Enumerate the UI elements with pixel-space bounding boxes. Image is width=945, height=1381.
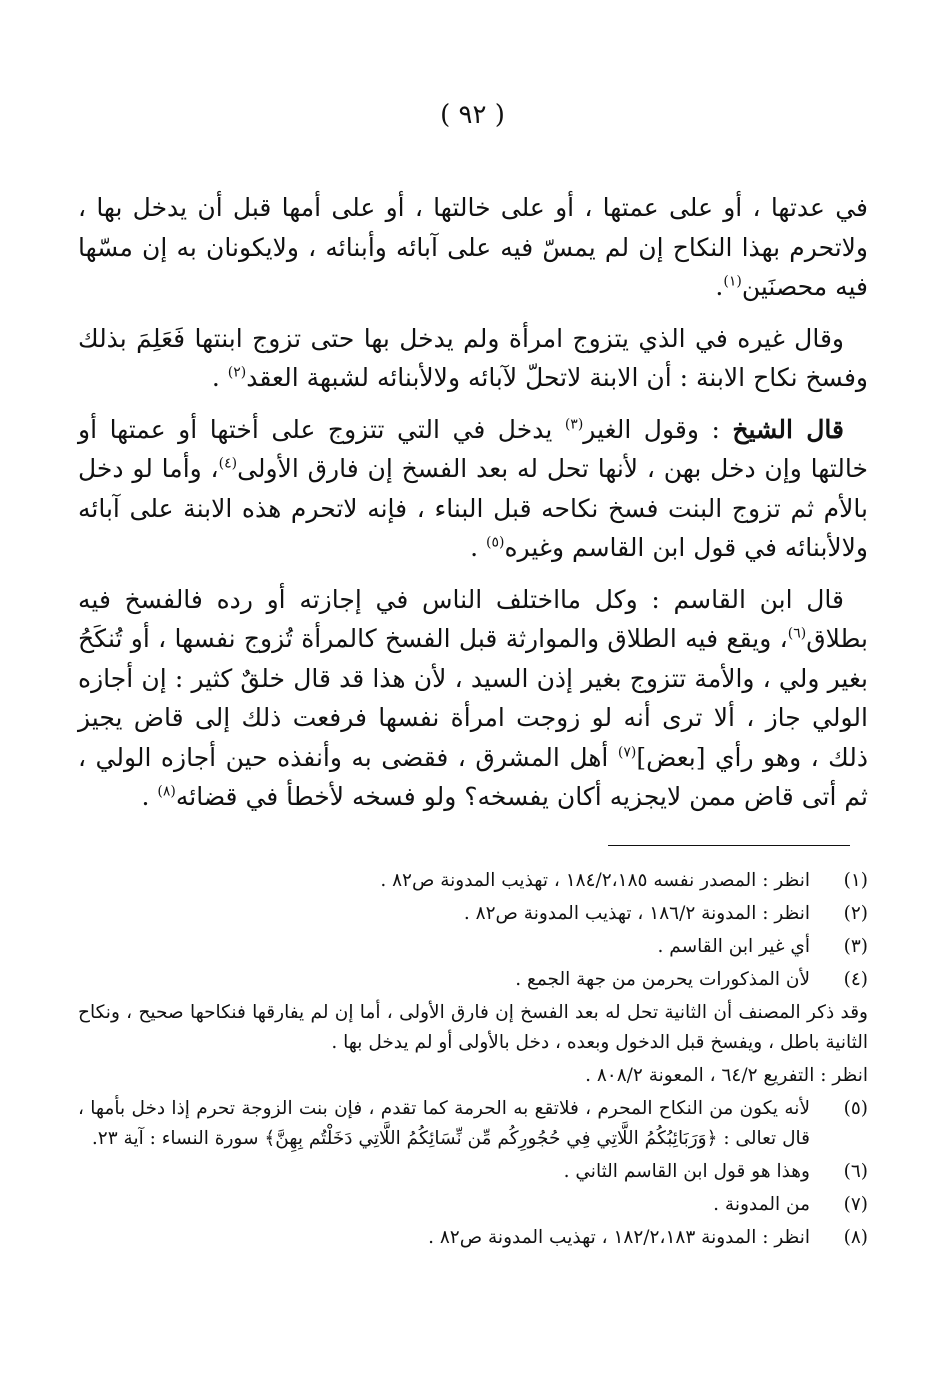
paragraph [78,580,868,817]
footnote-marker: (٦) [787,625,807,642]
footnote-number: (٨) [843,1227,868,1248]
text-run: في عدتها ، أو على عمتها ، أو على خالتها ، أو على أمها قبل أن يدخل بها ، ولاتحرم بهذا النكاح إن لم يمسّ فيه على آبائه وأبنائه ، ولايكونان به إن مسّها فيه محصنَين [78,193,868,301]
footnote-marker: (٣) [564,416,584,433]
footnote-text [78,899,810,929]
footnote-number: (٢) [843,903,868,924]
footnotes [78,866,868,1256]
footnote-text [78,1223,810,1253]
footnote [78,965,868,995]
paragraph [78,188,868,307]
text-run: . [141,782,158,811]
footnote-line: لأنه يكون من النكاح المحرم ، فلاتقع به الحرمة كما تقدم ، فإن بنت الزوجة تحرم إذا دخل بأمها ، قال تعالى : ﴿وَرَبَائِبُكُمُ اللَّاتِي فِي حُجُورِكُم مِّن نِّسَائِكُمُ اللَّاتِي دَخَلْتُم بِهِنَّ﴾ سورة النساء : آية ٢٣. [78,1098,810,1149]
main-text [78,188,868,829]
footnote-line: أي غير ابن القاسم . [657,936,810,957]
footnote-marker: (٥) [485,534,505,551]
text-run: أهل المشرق ، فقضى به وأنفذه حين أجازه الولي ، ثم أتى قاض ممن لايجزيه أكان يفسخه؟ ولو فسخه لأخطأ في قضائه [78,742,868,811]
text-run: . [211,363,228,392]
footnote-number: (٧) [843,1194,868,1215]
text-run: قال ابن القاسم : وكل مااختلف الناس في إجازته أو رده فالفسخ فيه بطلاق [78,584,868,653]
text-run: . [715,272,724,301]
footnote-line: لأن المذكورات يحرمن من جهة الجمع . [515,969,810,990]
footnote-line: وهذا هو قول ابن القاسم الثاني . [563,1161,810,1182]
paragraph [78,319,868,398]
footnote-line: انظر : المدونة ١٨٢/٢،١٨٣ ، تهذيب المدونة ص٨٢ . [428,1227,810,1248]
footnote-text [78,932,810,962]
footnote-number: (٥) [843,1098,868,1119]
footnote-line: انظر : المدونة ١٨٦/٢ ، تهذيب المدونة ص٨٢ . [463,903,810,924]
footnote-number: (٤) [843,969,868,990]
page-number: ( ٩٢ ) [440,100,505,130]
paragraph [78,410,868,568]
footnote-marker: (٧) [617,744,637,761]
footnote-marker: (٨) [157,783,176,800]
footnote-line: من المدونة . [713,1194,810,1215]
footnote-marker: (١) [723,273,742,290]
footnote-text [78,1157,810,1187]
footnote-number: (٣) [843,936,868,957]
footnote-continuation: وقد ذكر المصنف أن الثانية تحل له بعد الفسخ إن فارق الأولى ، أما إن لم يفارقها فنكاحها صحيح ، ونكاح الثانية باطل ، ويفسخ قبل الدخول وبعده ، دخل بالأولى أو لم يدخل بها . [78,1002,868,1053]
footnote [78,866,868,896]
text-run: وقال غيره في الذي يتزوج امرأة ولم يدخل بها حتى تزوج ابنتها فَعَلِمَ بذلك وفسخ نكاح الابنة : أن الابنة لاتحلّ لآبائه ولالأبنائه لشبهة العقد [78,323,868,392]
footnote-marker: (٤) [218,455,238,472]
footnote-marker: (٢) [227,364,247,381]
footnote [78,1190,868,1220]
footnote-continuation: انظر : التفريع ٦٤/٢ ، المعونة ٨٠٨/٢ . [585,1065,868,1086]
speaker-label: قال الشيخ [732,414,845,444]
footnote [78,1094,868,1154]
footnote [78,899,868,929]
footnote-text [78,1190,810,1220]
footnote-number: (١) [843,870,868,891]
footnote [78,932,868,962]
text-run: . [470,533,486,562]
footnote-line: انظر : المصدر نفسه ١٨٤/٢،١٨٥ ، تهذيب المدونة ص٨٢ . [380,870,810,891]
footnote-number: (٦) [843,1161,868,1182]
footnote [78,1223,868,1253]
text-run: ، وأما لو دخل بالأم ثم تزوج البنت فسخ نكاحه قبل البناء ، فإنه لاتحرم هذه الابنة على آبائه ولالأبنائه في قول ابن القاسم وغيره [78,454,868,562]
text-run: يدخل في التي تتزوج على أختها أو عمتها أو خالتها وإن دخل بهن ، لأنها تحل له بعد الفسخ إن فارق الأولى [78,414,868,483]
text-run: : وقول الغير [583,414,733,444]
footnote-text [78,866,810,896]
footnote-text [78,1094,810,1154]
footnote [78,1157,868,1187]
footnote-text [78,965,810,995]
footnote-divider [608,845,850,846]
text-run: ، ويقع فيه الطلاق والموارثة قبل الفسخ كالمرأة تُزوج نفسها ، أو تُنكَحُ بغير ولي ، والأمة تتزوج بغير إذن السيد ، لأن هذا قد قال خلقٌ كثير : إن أجازه الولي جاز ، ألا ترى أنه لو زوجت امرأة نفسها فرفعت ذلك إلى قاض يجيز ذلك ، وهو رأي [بعض] [78,624,868,772]
